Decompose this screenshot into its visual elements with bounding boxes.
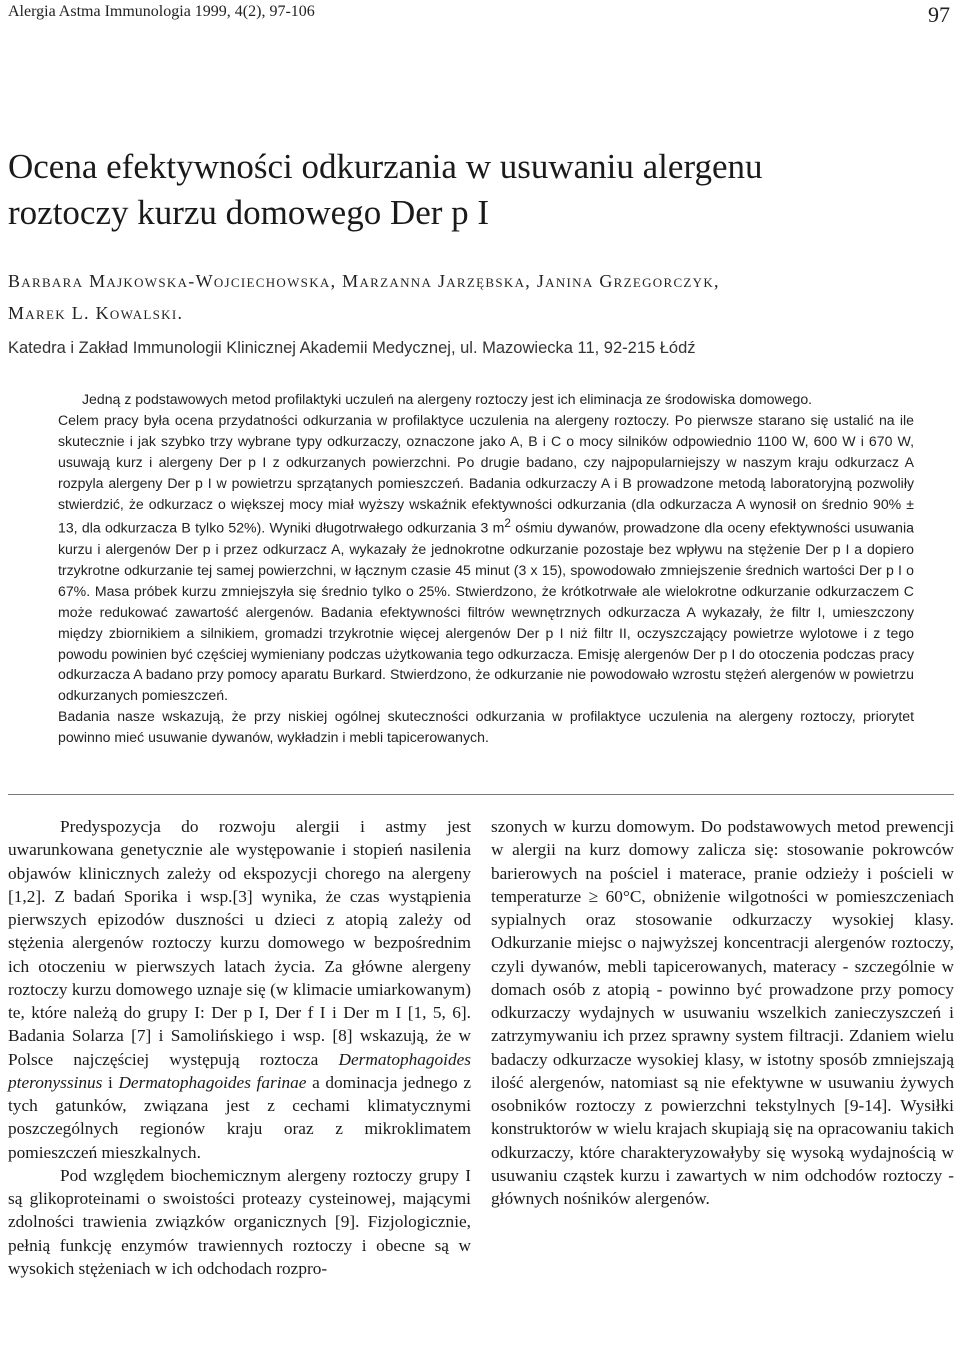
body-p1-text-a: Predyspozycja do rozwoju alergii i astmy jest uwarunkowana genetycznie ale występowanie i stopień nasilenia objawów klinicznych zależy od ekspozycji chorego na alergeny [1,2]. Z badań Sporika i wsp.[3] wynika, że czas wystąpienia pierwszych epizodów duszności u dzieci z atopią zależy od stężenia alergenów roztoczy kurzu domowego w bezpośrednim ich otoczeniu w pierwszych latach życia. Za główne alergeny roztoczy kurzu domowego uznaje się (w klimacie umiarkowanym) te, które należą do grupy I: Der p I, Der f I i Der m I [1, 5, 6]. Badania Solarza [7] i Samolińskiego i wsp. [8] wskazują, że w Polsce najczęściej występują roztocza <box>8 817 471 1069</box>
abstract <box>58 389 914 748</box>
section-divider <box>8 794 954 795</box>
body-p1-connector: i <box>102 1072 119 1092</box>
body-p3-text-b: , obniżenie wilgotności w pomieszczeniach sypialnych oraz stosowanie odkurzaczy wysokiej klasy. Odkurzanie miejsc o najwyższej koncentracji alergenów roztoczy, czyli dywanów, mebli tapicerowanych, materacy - szczególnie w domach osób z atopią - powinno być prowadzone przy pomocy odkurzaczy wydajnych w usuwaniu wszelkich zanieczyszczeń i zatrzymywaniu ich przez sprawny system filtracji. Zdaniem wielu badaczy odkurzacze wysokiej klasy, w istotny sposób zmniejszają ilość alergenów, natomiast są nie efektywne w usuwaniu żywych osobników roztoczy z powierzchni tekstylnych [9-14]. Wysiłki konstruktorów w wielu krajach skupiają się na opracowaniu takich odkurzaczy, które charakteryzowałyby się wysoką wydajnością w usuwaniu cząstek kurzu i zawartych w nim odchodów roztoczy - głównych nośników alergenów. <box>491 886 954 1208</box>
authors-line-2: Marek L. Kowalski. <box>8 303 184 323</box>
abstract-paragraph-3: Badania nasze wskazują, że przy niskiej ogólnej skuteczności odkurzania w profilaktyce uczulenia na alergeny roztoczy, priorytet powinno mieć usuwanie dywanów, wykładzin i mebli tapicerowanych. <box>58 708 914 746</box>
abstract-paragraph-2 <box>58 410 914 706</box>
author-list <box>8 265 948 329</box>
body-column-right <box>491 815 954 1210</box>
temperature-value: ≥ 60°C <box>588 886 642 906</box>
body-p3-text-a: szonych w kurzu domowym. Do podstawowych metod prewencji w alergii na kurz domowy zalicza się: stosowanie pokrowców barierowych na pościel i materace, pranie odzieży i pościeli w temperaturze <box>491 817 954 906</box>
article-title <box>8 144 948 236</box>
body-paragraph-1 <box>8 815 471 1164</box>
abstract-p2-part-1: Celem pracy była ocena przydatności odkurzania w profilaktyce uczulenia na alergeny roztoczy. Po pierwsze starano się ustalić na ile skutecznie i jak szybko trzy wybrane typy odkurzaczy, oznaczone jako A, B i C o mocy silników odpowiednio 1100 W, 600 W i 670 W, usuwają kurz i alergeny Der p I z odkurzanych powierzchni. Po drugie badano, czy najpopularniejszy w naszym kraju odkurzacz A rozpyla alergeny Der p I w powietrzu sprzątanych pomieszczeń. Badania odkurzaczy A i B prowadzone metodą laboratoryjną pozwoliły stwierdzić, że odkurzacz o większej mocy miał wyższy wskaźnik efektywności odkurzania (dla odkurzacza A wynosił on średnio 90% ± 13, dla odkurzacza B tylko 52%). Wyniki długotrwałego odkurzania 3 m <box>58 411 914 537</box>
body-column-left <box>8 815 471 1280</box>
title-line-1: Ocena efektywności odkurzania w usuwaniu alergenu <box>8 147 763 186</box>
journal-citation: Alergia Astma Immunologia 1999, 4(2), 97-106 <box>8 3 315 20</box>
species-name-2: Dermatophagoides farinae <box>118 1072 307 1092</box>
abstract-paragraph-1: Jedną z podstawowych metod profilaktyki uczuleń na alergeny roztoczy jest ich eliminacja ze środowiska domowego. <box>82 391 813 407</box>
body-paragraph-2: Pod względem biochemicznym alergeny roztoczy grupy I są glikoproteinami o swoistości proteazy cysteinowej, mającymi zdolności trawienia związków organicznych [9]. Fizjologicznie, pełnią funkcję enzymów trawiennych roztoczy i obecne są w wysokich stężeniach w ich odchodach rozpro- <box>8 1165 471 1278</box>
title-line-2: roztoczy kurzu domowego Der p I <box>8 193 490 232</box>
page-number: 97 <box>928 2 950 27</box>
abstract-superscript: 2 <box>504 517 511 531</box>
authors-line-1: Barbara Majkowska-Wojciechowska, Marzanna Jarzębska, Janina Grzegorczyk, <box>8 271 720 291</box>
abstract-p2-part-2: ośmiu dywanów, prowadzone dla oceny efektywności usuwania kurzu i alergenów Der p i przez odkurzacz A, wykazały że jednokrotne odkurzanie pozostaje bez wpływu na stężenie Der p I a dopiero trzykrotne odkurzanie tej samej powierzchni, w łącznym czasie 45 minut (3 x 15), spowodowało zmniejszenie średnich wartości Der p I o 67%. Masa próbek kurzu zmniejszyła się średnio tylko o 25%. Stwierdzono, że krótkotrwałe ale wielokrotne odkurzanie odkurzaczem C może redukować zawartość alergenów. Badania efektywności filtrów wewnętrznych odkurzacza A wykazały, że filtr I, umieszczony między zbiornikiem a silnikiem, gromadzi trzykrotnie więcej alergenów Der p I niż filtr II, oczyszczający powietrze wylotowe i z tego powodu powinien być częściej wymieniany podczas użytkowania tego odkurzacza. Emisję alergenów Der p I do otoczenia podczas pracy odkurzacza A badano przy pomocy aparatu Burkard. Stwierdzono, że odkurzanie nie powodowało wzrostu stężeń alergenów w powietrzu odkurzanych pomieszczeń. <box>58 520 914 704</box>
species-name-1: Dermatophagoides pteronyssinus <box>8 1049 471 1092</box>
body-paragraph-3 <box>491 815 954 1210</box>
body-p1-text-b: a dominacja jednego z tych gatunków, związana jest z cechami klimatycznymi poszczególnych regionów kraju oraz z mikroklimatem pomieszczeń mieszkalnych. <box>8 1072 471 1162</box>
affiliation: Katedra i Zakład Immunologii Klinicznej Akademii Medycznej, ul. Mazowiecka 11, 92-215 Łódź <box>8 339 696 357</box>
